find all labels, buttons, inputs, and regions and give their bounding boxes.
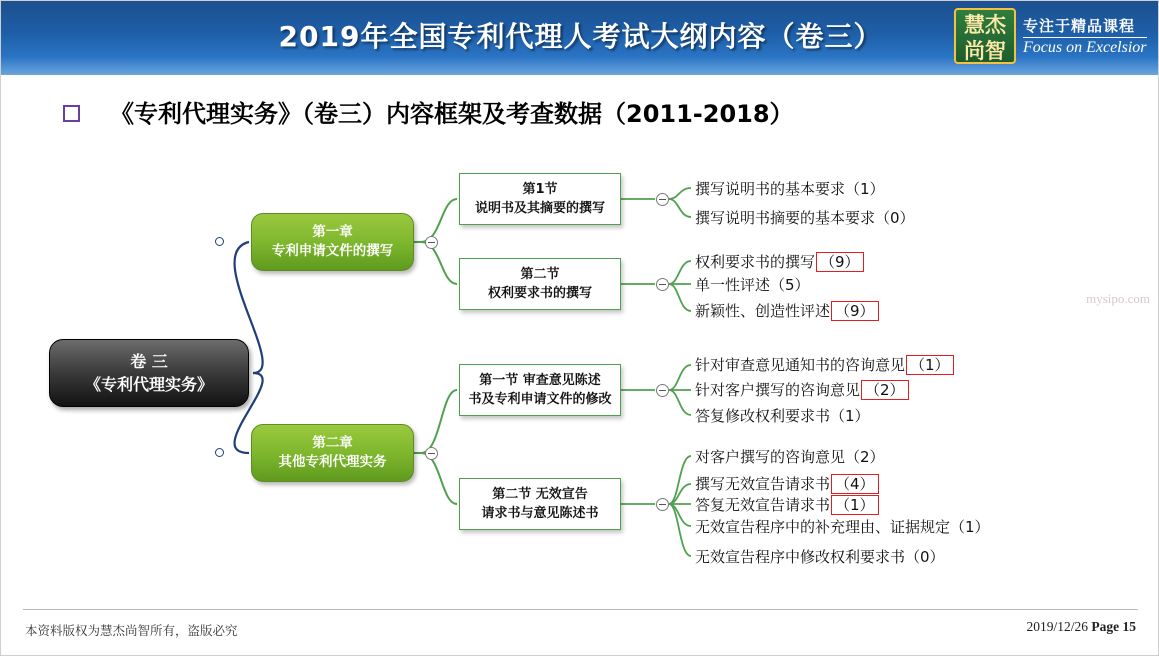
chapter1-line1: 第一章 [312, 224, 353, 240]
section1-line2: 说明书及其摘要的撰写 [474, 201, 605, 216]
collapse-toggle-section4[interactable] [656, 498, 669, 511]
footer-divider [23, 609, 1138, 610]
section4-line2: 请求书与意见陈述书 [481, 506, 599, 521]
leaf-7-text: 针对客户撰写的咨询意见 [695, 381, 861, 399]
logo-cn-line1: 慧杰 [964, 13, 1006, 37]
logo-cn-line2: 尚智 [964, 39, 1006, 63]
mindmap-section-node-2[interactable] [459, 258, 621, 310]
leaf-8-text: 答复修改权利要求书（1） [695, 407, 870, 425]
leaf-1-text: 撰写说明书的基本要求（1） [695, 180, 885, 198]
footer-copyright: 本资料版权为慧杰尚智所有，盗版必究 [25, 623, 238, 638]
brand-logo [954, 5, 1154, 67]
collapse-toggle-chapter2[interactable] [425, 447, 438, 460]
leaf-item-8[interactable] [695, 405, 870, 426]
leaf-2-text: 撰写说明书摘要的基本要求（0） [695, 209, 915, 227]
leaf-item-9[interactable] [695, 446, 885, 467]
subtitle-row [63, 94, 794, 129]
collapse-toggle-chapter1[interactable] [425, 236, 438, 249]
leaf-item-7[interactable] [695, 379, 909, 400]
leaf-3-count: （9） [816, 252, 864, 272]
leaf-9-text: 对客户撰写的咨询意见（2） [695, 448, 885, 466]
mindmap-chapter-node-2[interactable] [251, 424, 414, 482]
mindmap-root-node[interactable] [49, 339, 249, 407]
leaf-item-3[interactable] [695, 251, 864, 272]
section3-line2: 书及专利申请文件的修改 [468, 392, 612, 407]
logo-english-slogan: Focus on Excelsior [1023, 39, 1147, 56]
leaf-item-10[interactable] [695, 473, 879, 494]
chapter1-line2: 专利申请文件的撰写 [271, 243, 394, 259]
mindmap-section-node-3[interactable] [459, 364, 621, 416]
leaf-item-2[interactable] [695, 207, 915, 228]
chapter2-line1: 第二章 [312, 435, 353, 451]
footer-page-number: Page 15 [1091, 619, 1136, 634]
slide-header [1, 1, 1159, 75]
logo-mark-icon [954, 8, 1016, 64]
section3-line1: 第一节 审查意见陈述 [479, 373, 601, 388]
mindmap-diagram [1, 141, 1159, 611]
leaf-5-text: 新颖性、创造性评述 [695, 302, 831, 320]
logo-text [1023, 15, 1147, 57]
subtitle-text: 《专利代理实务》（卷三）内容框架及考查数据（2011-2018） [110, 100, 794, 128]
leaf-item-1[interactable] [695, 178, 885, 199]
leaf-10-count: （4） [831, 474, 879, 494]
collapse-toggle-section1[interactable] [656, 193, 669, 206]
leaf-item-6[interactable] [695, 354, 954, 375]
leaf-6-text: 针对审查意见通知书的咨询意见 [695, 356, 906, 374]
leaf-10-text: 撰写无效宣告请求书 [695, 475, 831, 493]
leaf-12-text: 无效宣告程序中的补充理由、证据规定（1） [695, 518, 990, 536]
chapter2-line2: 其他专利代理实务 [278, 454, 387, 470]
section1-line1: 第1节 [522, 182, 558, 197]
section4-line1: 第二节 无效宣告 [492, 487, 588, 502]
mindmap-section-node-1[interactable] [459, 173, 621, 225]
root-line1: 卷 三 [130, 352, 168, 371]
collapse-toggle-section2[interactable] [656, 278, 669, 291]
leaf-item-13[interactable] [695, 546, 945, 567]
page-title: 2019年全国专利代理人考试大纲内容（卷三） [278, 20, 883, 53]
leaf-11-text: 答复无效宣告请求书 [695, 496, 831, 514]
leaf-3-text: 权利要求书的撰写 [695, 253, 816, 271]
collapse-toggle-section3[interactable] [656, 384, 669, 397]
leaf-4-text: 单一性评述（5） [695, 276, 810, 294]
leaf-item-11[interactable] [695, 494, 879, 515]
footer-date: 2019/12/26 [1026, 619, 1088, 634]
leaf-item-5[interactable] [695, 300, 879, 321]
connector-dot-chapter2 [215, 448, 224, 457]
leaf-7-count: （2） [861, 380, 909, 400]
leaf-item-12[interactable] [695, 516, 990, 537]
leaf-13-text: 无效宣告程序中修改权利要求书（0） [695, 548, 945, 566]
section2-line2: 权利要求书的撰写 [487, 286, 592, 301]
section2-line1: 第二节 [520, 267, 560, 282]
connector-dot-chapter1 [215, 237, 224, 246]
leaf-11-count: （1） [831, 495, 879, 515]
watermark-text: mysipo.com [1086, 291, 1150, 306]
leaf-6-count: （1） [906, 355, 954, 375]
leaf-item-4[interactable] [695, 274, 810, 295]
logo-brand-slogan: 专注于精品课程 [1023, 17, 1136, 35]
mindmap-chapter-node-1[interactable] [251, 213, 414, 271]
root-line2: 《专利代理实务》 [84, 375, 213, 394]
footer-page-info [1026, 619, 1136, 635]
bullet-square-icon [63, 105, 80, 122]
mindmap-section-node-4[interactable] [459, 478, 621, 530]
leaf-5-count: （9） [831, 301, 879, 321]
